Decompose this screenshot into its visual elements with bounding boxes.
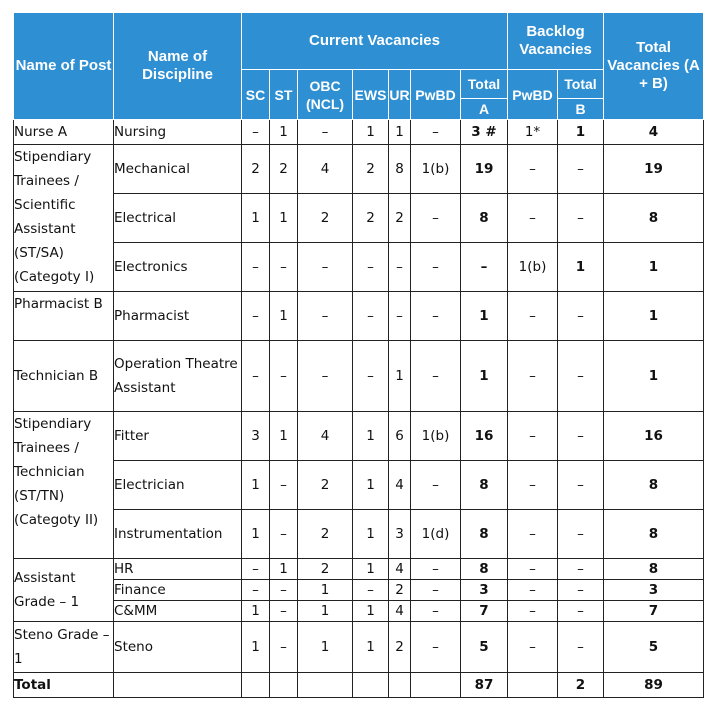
post-cell: Nurse A bbox=[14, 120, 114, 145]
st-cell: 1 bbox=[270, 559, 298, 580]
total-cell: 7 bbox=[604, 601, 704, 622]
header-discipline: Name of Discipline bbox=[114, 13, 242, 120]
obc-cell: 2 bbox=[298, 510, 353, 559]
sc-cell: 1 bbox=[242, 194, 270, 243]
table-row bbox=[14, 461, 704, 510]
total-b-cell: – bbox=[558, 622, 604, 673]
ews-cell: – bbox=[353, 292, 389, 341]
ews-cell: 1 bbox=[353, 120, 389, 145]
sc-cell: – bbox=[242, 243, 270, 292]
total-a-cell: 1 bbox=[461, 292, 508, 341]
sc-cell: 2 bbox=[242, 145, 270, 194]
header-current-vacancies: Current Vacancies bbox=[242, 13, 508, 70]
discipline-cell: Operation Theatre Assistant bbox=[114, 341, 242, 412]
total-a-cell: 8 bbox=[461, 559, 508, 580]
total-a-cell: 8 bbox=[461, 461, 508, 510]
pwbd-cell: – bbox=[411, 559, 461, 580]
table-row bbox=[14, 194, 704, 243]
ur-cell: 2 bbox=[389, 622, 411, 673]
total-a-cell: 7 bbox=[461, 601, 508, 622]
st-cell: – bbox=[270, 580, 298, 601]
discipline-cell: Electronics bbox=[114, 243, 242, 292]
total-a-cell: 3 bbox=[461, 580, 508, 601]
sc-cell: 3 bbox=[242, 412, 270, 461]
total-b-cell: – bbox=[558, 510, 604, 559]
table-row bbox=[14, 243, 704, 292]
ur-cell: 4 bbox=[389, 559, 411, 580]
ews-cell: 1 bbox=[353, 510, 389, 559]
st-cell: – bbox=[270, 243, 298, 292]
header-total-a-top: Total bbox=[461, 70, 508, 99]
sc-cell: 1 bbox=[242, 601, 270, 622]
total-cell: 19 bbox=[604, 145, 704, 194]
discipline-cell: Pharmacist bbox=[114, 292, 242, 341]
obc-cell: – bbox=[298, 341, 353, 412]
discipline-cell: Mechanical bbox=[114, 145, 242, 194]
total-a-cell: 8 bbox=[461, 510, 508, 559]
total-b-cell: – bbox=[558, 461, 604, 510]
obc-cell: – bbox=[298, 292, 353, 341]
ur-cell: 6 bbox=[389, 412, 411, 461]
obc-cell: 4 bbox=[298, 145, 353, 194]
backlog-pwbd-cell: – bbox=[508, 341, 558, 412]
sc-cell: 1 bbox=[242, 510, 270, 559]
total-a-cell: 5 bbox=[461, 622, 508, 673]
obc-cell: 1 bbox=[298, 580, 353, 601]
post-cell: Assistant Grade – 1 bbox=[14, 559, 114, 622]
header-ews: EWS bbox=[353, 70, 389, 120]
post-cell: Steno Grade – 1 bbox=[14, 622, 114, 673]
total-cell: 8 bbox=[604, 194, 704, 243]
post-cell: Pharmacist B bbox=[14, 292, 114, 341]
table-row bbox=[14, 292, 704, 341]
ur-cell: 3 bbox=[389, 510, 411, 559]
discipline-cell: Electrical bbox=[114, 194, 242, 243]
total-b-cell: – bbox=[558, 194, 604, 243]
pwbd-cell: – bbox=[411, 601, 461, 622]
obc-cell: 1 bbox=[298, 601, 353, 622]
st-cell: – bbox=[270, 461, 298, 510]
table-row bbox=[14, 601, 704, 622]
pwbd-cell: – bbox=[411, 461, 461, 510]
pwbd-cell: – bbox=[411, 243, 461, 292]
discipline-cell: C&MM bbox=[114, 601, 242, 622]
ews-cell: 2 bbox=[353, 194, 389, 243]
ur-cell: 4 bbox=[389, 461, 411, 510]
vacancy-table bbox=[13, 12, 704, 698]
st-cell: 1 bbox=[270, 292, 298, 341]
backlog-pwbd-cell: 1(b) bbox=[508, 243, 558, 292]
totals-label: Total bbox=[14, 673, 114, 698]
st-cell: 1 bbox=[270, 120, 298, 145]
st-cell: 1 bbox=[270, 412, 298, 461]
discipline-cell: Fitter bbox=[114, 412, 242, 461]
total-cell: 8 bbox=[604, 510, 704, 559]
header-total-b-bottom: B bbox=[558, 99, 604, 120]
sc-cell: – bbox=[242, 292, 270, 341]
obc-cell: – bbox=[298, 120, 353, 145]
backlog-pwbd-cell: – bbox=[508, 622, 558, 673]
backlog-pwbd-cell: – bbox=[508, 461, 558, 510]
header-sc: SC bbox=[242, 70, 270, 120]
total-cell: 8 bbox=[604, 559, 704, 580]
ews-cell: – bbox=[353, 243, 389, 292]
pwbd-cell: – bbox=[411, 292, 461, 341]
ews-cell: 2 bbox=[353, 145, 389, 194]
total-cell: 5 bbox=[604, 622, 704, 673]
backlog-pwbd-cell: – bbox=[508, 559, 558, 580]
total-b-cell: – bbox=[558, 412, 604, 461]
obc-cell: 1 bbox=[298, 622, 353, 673]
ews-cell: 1 bbox=[353, 622, 389, 673]
ews-cell: 1 bbox=[353, 601, 389, 622]
backlog-pwbd-cell: – bbox=[508, 580, 558, 601]
total-cell: 1 bbox=[604, 341, 704, 412]
total-a-cell: 16 bbox=[461, 412, 508, 461]
ur-cell: 1 bbox=[389, 120, 411, 145]
total-b-cell: – bbox=[558, 601, 604, 622]
st-cell: 2 bbox=[270, 145, 298, 194]
total-cell: 3 bbox=[604, 580, 704, 601]
ur-cell: – bbox=[389, 243, 411, 292]
ur-cell: 2 bbox=[389, 194, 411, 243]
totals-row bbox=[14, 673, 704, 698]
pwbd-cell: – bbox=[411, 194, 461, 243]
table-row bbox=[14, 145, 704, 194]
st-cell: – bbox=[270, 601, 298, 622]
backlog-pwbd-cell: – bbox=[508, 510, 558, 559]
post-cell: Stipendiary Trainees / Scientific Assistant (ST/SA) (Categoty I) bbox=[14, 145, 114, 292]
header-obc: OBC (NCL) bbox=[298, 70, 353, 120]
total-a-cell: 3 # bbox=[461, 120, 508, 145]
total-a-cell: – bbox=[461, 243, 508, 292]
total-cell: 16 bbox=[604, 412, 704, 461]
st-cell: – bbox=[270, 341, 298, 412]
total-a-cell: 19 bbox=[461, 145, 508, 194]
total-cell: 1 bbox=[604, 243, 704, 292]
total-b-cell: – bbox=[558, 341, 604, 412]
total-b-cell: – bbox=[558, 580, 604, 601]
backlog-pwbd-cell: 1* bbox=[508, 120, 558, 145]
total-b-cell: – bbox=[558, 145, 604, 194]
discipline-cell: Instrumentation bbox=[114, 510, 242, 559]
obc-cell: 2 bbox=[298, 461, 353, 510]
pwbd-cell: – bbox=[411, 580, 461, 601]
sc-cell: – bbox=[242, 341, 270, 412]
backlog-pwbd-cell: – bbox=[508, 412, 558, 461]
pwbd-cell: 1(b) bbox=[411, 145, 461, 194]
sc-cell: – bbox=[242, 120, 270, 145]
pwbd-cell: – bbox=[411, 120, 461, 145]
header-ur: UR bbox=[389, 70, 411, 120]
post-cell: Stipendiary Trainees / Technician (ST/TN) (Categoty II) bbox=[14, 412, 114, 559]
header-pwbd: PwBD bbox=[411, 70, 461, 120]
st-cell: 1 bbox=[270, 194, 298, 243]
table-row bbox=[14, 120, 704, 145]
sc-cell: 1 bbox=[242, 461, 270, 510]
table-row bbox=[14, 412, 704, 461]
discipline-cell: Finance bbox=[114, 580, 242, 601]
total-cell: 1 bbox=[604, 292, 704, 341]
ur-cell: 4 bbox=[389, 601, 411, 622]
ur-cell: 2 bbox=[389, 580, 411, 601]
pwbd-cell: – bbox=[411, 341, 461, 412]
totals-total: 89 bbox=[604, 673, 704, 698]
ews-cell: 1 bbox=[353, 559, 389, 580]
post-cell: Technician B bbox=[14, 341, 114, 412]
discipline-cell: Steno bbox=[114, 622, 242, 673]
total-cell: 4 bbox=[604, 120, 704, 145]
table-row bbox=[14, 559, 704, 580]
total-a-cell: 8 bbox=[461, 194, 508, 243]
header-st: ST bbox=[270, 70, 298, 120]
table-row bbox=[14, 510, 704, 559]
total-b-cell: 1 bbox=[558, 120, 604, 145]
discipline-cell: Nursing bbox=[114, 120, 242, 145]
header-total-b-top: Total bbox=[558, 70, 604, 99]
table-row bbox=[14, 622, 704, 673]
discipline-cell: Electrician bbox=[114, 461, 242, 510]
obc-cell: 4 bbox=[298, 412, 353, 461]
sc-cell: 1 bbox=[242, 622, 270, 673]
ur-cell: 8 bbox=[389, 145, 411, 194]
obc-cell: 2 bbox=[298, 194, 353, 243]
sc-cell: – bbox=[242, 559, 270, 580]
ews-cell: – bbox=[353, 341, 389, 412]
ews-cell: – bbox=[353, 580, 389, 601]
header-backlog-vacancies: Backlog Vacancies bbox=[508, 13, 604, 70]
discipline-cell: HR bbox=[114, 559, 242, 580]
pwbd-cell: 1(b) bbox=[411, 412, 461, 461]
backlog-pwbd-cell: – bbox=[508, 292, 558, 341]
total-cell: 8 bbox=[604, 461, 704, 510]
backlog-pwbd-cell: – bbox=[508, 194, 558, 243]
total-b-cell: 1 bbox=[558, 243, 604, 292]
total-a-cell: 1 bbox=[461, 341, 508, 412]
table-row bbox=[14, 341, 704, 412]
total-b-cell: – bbox=[558, 292, 604, 341]
ur-cell: 1 bbox=[389, 341, 411, 412]
total-b-cell: – bbox=[558, 559, 604, 580]
ews-cell: 1 bbox=[353, 461, 389, 510]
backlog-pwbd-cell: – bbox=[508, 145, 558, 194]
header-total-a-bottom: A bbox=[461, 99, 508, 120]
header-post: Name of Post bbox=[14, 13, 114, 120]
ews-cell: 1 bbox=[353, 412, 389, 461]
st-cell: – bbox=[270, 510, 298, 559]
pwbd-cell: 1(d) bbox=[411, 510, 461, 559]
obc-cell: – bbox=[298, 243, 353, 292]
sc-cell: – bbox=[242, 580, 270, 601]
backlog-pwbd-cell: – bbox=[508, 601, 558, 622]
header-total-vacancies: Total Vacancies (A + B) bbox=[604, 13, 704, 120]
st-cell: – bbox=[270, 622, 298, 673]
totals-total-a: 87 bbox=[461, 673, 508, 698]
pwbd-cell: – bbox=[411, 622, 461, 673]
obc-cell: 2 bbox=[298, 559, 353, 580]
ur-cell: – bbox=[389, 292, 411, 341]
table-row bbox=[14, 580, 704, 601]
header-backlog-pwbd: PwBD bbox=[508, 70, 558, 120]
totals-total-b: 2 bbox=[558, 673, 604, 698]
